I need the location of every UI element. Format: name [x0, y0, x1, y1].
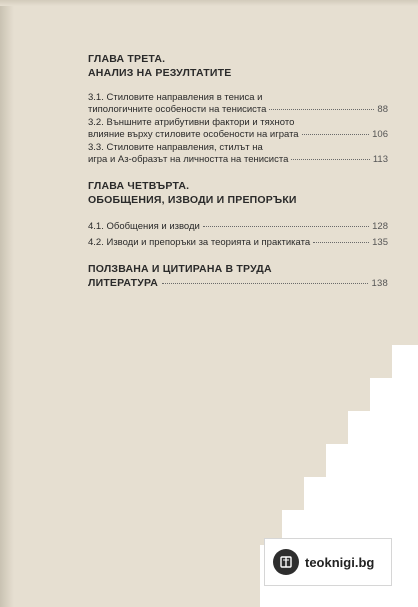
- toc-entry-text: влияние върху стиловите особености на играта: [88, 128, 299, 140]
- book-icon: [273, 549, 299, 575]
- page-number: 128: [372, 221, 388, 232]
- toc-entry-text: 3.1. Стиловите направления в тениса и: [88, 92, 263, 103]
- watermark-badge: [264, 538, 392, 586]
- toc-entry-text: игра и Аз-образът на личността на тенисиста: [88, 153, 289, 165]
- toc-entry-text: 4.1. Обобщения и изводи: [88, 221, 200, 232]
- page-number: 135: [372, 236, 388, 248]
- toc-entry-text: типологичните особености на тенисиста: [88, 103, 267, 115]
- chapter-three-title-line2: АНАЛИЗ НА РЕЗУЛТАТИТЕ: [88, 67, 232, 79]
- literature-title-line2: ЛИТЕРАТУРА: [88, 277, 159, 289]
- page-number: 106: [372, 128, 388, 140]
- toc-entry-text: 3.3. Стиловите направления, стилът на: [88, 142, 263, 153]
- chapter-four-title-line2: ОБОБЩЕНИЯ, ИЗВОДИ И ПРЕПОРЪКИ: [88, 194, 297, 206]
- literature-title-line1: ПОЛЗВАНА И ЦИТИРАНА В ТРУДА: [88, 263, 272, 275]
- toc-entry-text: 4.2. Изводи и препоръки за теорията и практиката: [88, 236, 311, 248]
- page-number: 138: [371, 278, 388, 289]
- page-number: 88: [377, 103, 388, 115]
- page-number: 113: [372, 153, 388, 165]
- chapter-four-title-line1: ГЛАВА ЧЕТВЪРТА.: [88, 180, 190, 192]
- toc-entry-text: 3.2. Външните атрибутивни фактори и тяхното: [88, 117, 295, 128]
- watermark-text: teoknigi.bg: [305, 554, 375, 570]
- chapter-three-title-line1: ГЛАВА ТРЕТА.: [88, 53, 166, 65]
